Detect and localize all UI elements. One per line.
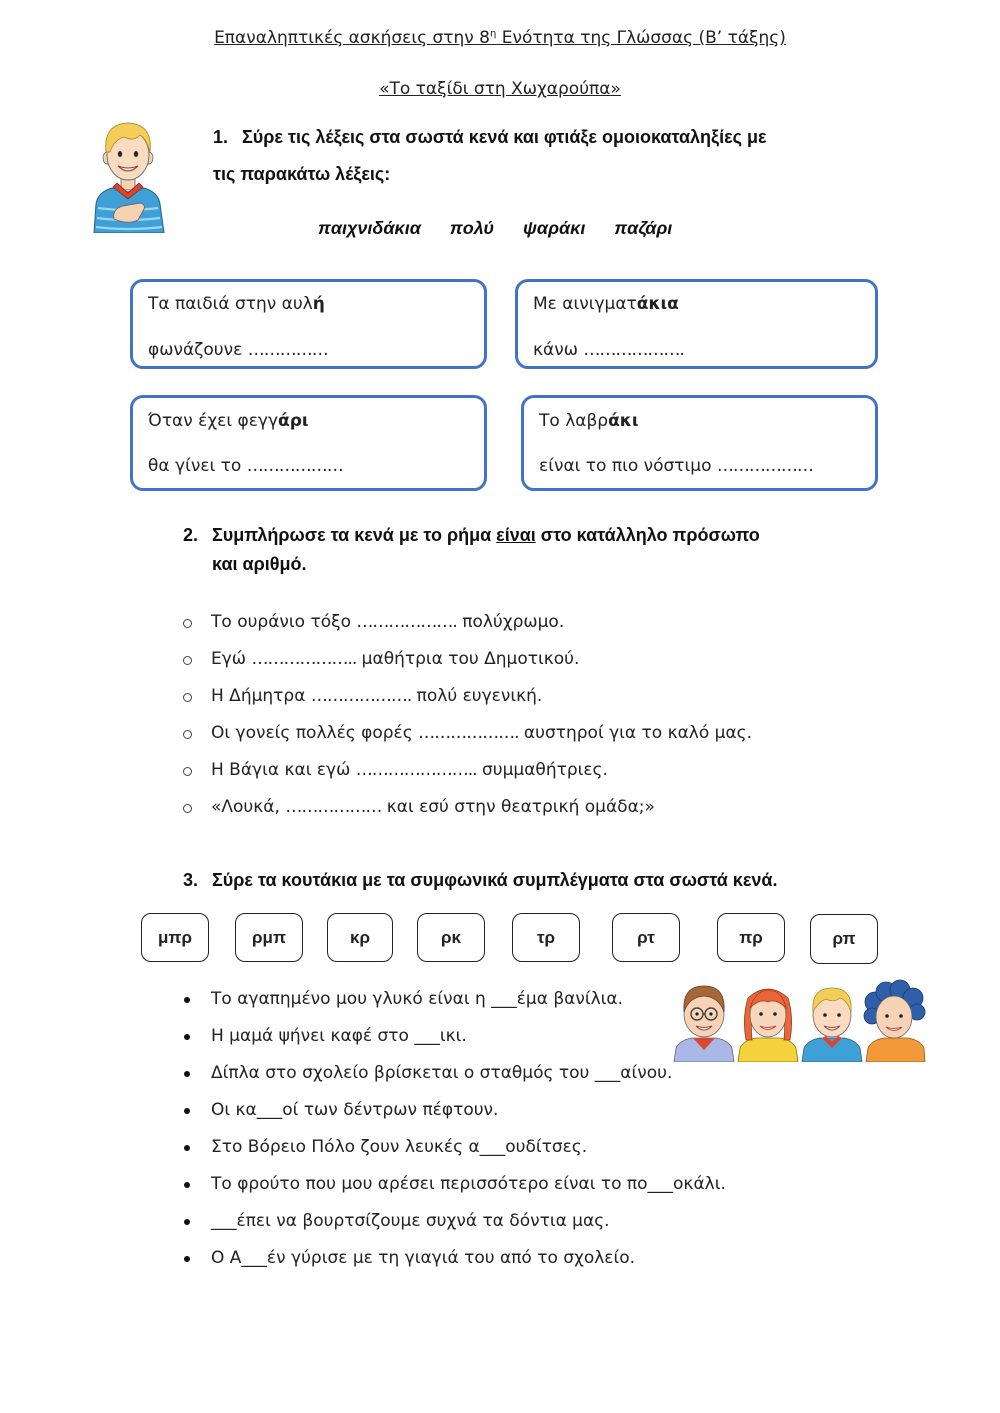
cluster-tile[interactable]: ρτ	[612, 913, 680, 962]
cluster-tile[interactable]: πρ	[717, 913, 785, 962]
bullet-dot-icon	[184, 1034, 190, 1040]
fill-blank[interactable]: ……………….	[418, 723, 519, 743]
page-title	[0, 26, 1000, 50]
rhyme-text: Τα παιδιά στην αυλ	[148, 294, 313, 314]
bullet-dot-icon	[184, 1219, 190, 1225]
page-subtitle: «Το ταξίδι στη Χωχαρούπα»	[379, 79, 621, 99]
rhyme-text: Το λαβρ	[539, 411, 609, 431]
rhyme-ending: άρι	[278, 411, 309, 431]
drop-blank[interactable]: ……………	[247, 340, 328, 360]
drop-blank[interactable]: ___	[491, 989, 517, 1009]
child-boy-blond	[802, 988, 862, 1062]
drop-blank[interactable]: ___	[241, 1248, 267, 1268]
cluster-tile[interactable]: κρ	[327, 913, 393, 962]
boy-illustration	[88, 108, 168, 233]
sentence-text: Το ουράνιο τόξο	[211, 612, 357, 632]
bullet-circle-icon	[183, 767, 192, 776]
rhyme-ending: ή	[312, 294, 325, 314]
bullet-dot-icon	[184, 1108, 190, 1114]
drop-blank[interactable]: ___	[211, 1211, 237, 1231]
rhyme-ending: άκια	[636, 294, 679, 314]
bullet-circle-icon	[183, 693, 192, 702]
fill-blank[interactable]: ……………….	[310, 686, 412, 706]
cluster-tile[interactable]: ρπ	[810, 914, 878, 964]
rhyme-text: είναι το πιο νόστιμο	[539, 456, 717, 476]
rhyme-line	[148, 339, 328, 361]
sentence-text: ουδίτσες.	[505, 1137, 588, 1157]
children-illustration	[672, 978, 926, 1062]
title-text-rest: Ενότητα της Γλώσσας (Β’ τάξης)	[496, 28, 786, 48]
exercise3-number: 3.	[183, 870, 199, 890]
sentence-text: πολύχρωμο.	[456, 612, 565, 632]
sentence-text: έν γύρισε με τη γιαγιά του από το σχολείο.	[266, 1248, 636, 1268]
instruction-text: Συμπλήρωσε τα κενά με το ρήμα	[212, 525, 497, 545]
sentence-text: Το φρούτο που μου αρέσει περισσότερο είναι το πο	[211, 1174, 648, 1194]
fill-blank[interactable]: ……………….	[356, 612, 457, 632]
sentence-text: πολύ ευγενική.	[411, 686, 543, 706]
title-superscript: η	[489, 28, 497, 40]
drop-blank[interactable]: ___	[414, 1026, 440, 1046]
sentence-text: μαθήτρια του Δημοτικού.	[356, 649, 580, 669]
sentence-text: αυστηροί για το καλό μας.	[518, 723, 753, 743]
cluster-tile[interactable]: ρκ	[417, 913, 485, 962]
exercise3-instruction: Σύρε τα κουτάκια με τα συμφωνικά συμπλέγματα στα σωστά κενά.	[212, 870, 778, 890]
exercise2-instruction	[212, 524, 760, 546]
sentence-text: Η Δήμητρα	[211, 686, 311, 706]
rhyme-line	[539, 455, 813, 477]
bullet-dot-icon	[184, 997, 190, 1003]
rhyme-line	[148, 410, 309, 432]
bullet-circle-icon	[183, 619, 192, 628]
instruction-text: στο κατάλληλο πρόσωπο	[535, 525, 760, 545]
sentence-text: Εγώ	[211, 649, 252, 669]
drop-blank[interactable]: ___	[479, 1137, 506, 1157]
bullet-circle-icon	[183, 730, 192, 739]
rhyme-box	[130, 279, 487, 369]
exercise2-instruction-line2: και αριθμό.	[212, 554, 307, 574]
fill-blank[interactable]: …………………..	[355, 760, 477, 780]
sentence-text: Η Βάγια και εγώ	[211, 760, 356, 780]
child-boy-glasses	[674, 986, 734, 1062]
sentence-text: Οι γονείς πολλές φορές	[211, 723, 419, 743]
rhyme-box	[515, 279, 878, 369]
sentence-text: αίνου.	[620, 1063, 673, 1083]
draggable-word[interactable]: ψαράκι	[523, 218, 586, 238]
drop-blank[interactable]: ………………	[246, 456, 343, 476]
fill-blank[interactable]: ………………	[285, 797, 382, 817]
bullet-dot-icon	[184, 1071, 190, 1077]
sentence-text: και εσύ στην θεατρική ομάδα;»	[381, 797, 655, 817]
sentence-text: έπει να βουρτσίζουμε συχνά τα δόντια μας.	[236, 1211, 610, 1231]
sentence-text: Στο Βόρειο Πόλο ζουν λευκές α	[211, 1137, 480, 1157]
exercise1-instruction-line2: τις παρακάτω λέξεις:	[213, 164, 391, 184]
exercise1-number: 1.	[213, 127, 229, 147]
bullet-dot-icon	[184, 1145, 190, 1151]
title-text: Επαναληπτικές ασκήσεις στην 8	[214, 28, 490, 48]
word-bank	[318, 217, 672, 239]
rhyme-text: Όταν έχει φεγγ	[148, 411, 279, 431]
rhyme-box	[521, 395, 878, 491]
fill-blank[interactable]: ………………..	[251, 649, 357, 669]
draggable-word[interactable]: πολύ	[449, 218, 495, 238]
sentence-text: έμα βανίλια.	[516, 989, 624, 1009]
sentence-text: Η μαμά ψήνει καφέ στο	[211, 1026, 415, 1046]
cluster-tile[interactable]: ρμπ	[235, 913, 303, 962]
drop-blank[interactable]: ___	[256, 1100, 283, 1120]
sentence-text: οκάλι.	[673, 1174, 726, 1194]
rhyme-text: φωνάζουνε	[148, 340, 248, 360]
exercise2-number: 2.	[183, 525, 199, 545]
rhyme-ending: άκι	[608, 411, 639, 431]
drop-blank[interactable]: ___	[647, 1174, 674, 1194]
sentence-text: «Λουκά,	[211, 797, 286, 817]
instruction-verb: είναι	[496, 525, 536, 545]
sentence-text: Δίπλα στο σχολείο βρίσκεται ο σταθμός του	[211, 1063, 595, 1083]
sentence-text: Το αγαπημένο μου γλυκό είναι η	[211, 989, 492, 1009]
rhyme-text: θα γίνει το	[148, 456, 247, 476]
child-girl-red-hair	[738, 989, 798, 1062]
bullet-circle-icon	[183, 656, 192, 665]
draggable-word[interactable]: παζάρι	[614, 218, 673, 238]
child-girl-blue-hair	[864, 980, 925, 1062]
bullet-circle-icon	[183, 804, 192, 813]
rhyme-line	[533, 339, 684, 361]
rhyme-line	[148, 455, 343, 477]
exercise1-instruction: Σύρε τις λέξεις στα σωστά κενά και φτιάξε ομοιοκαταληξίες με	[242, 127, 767, 147]
bullet-dot-icon	[184, 1256, 190, 1262]
rhyme-box	[130, 395, 487, 491]
drop-blank[interactable]: ……………….	[583, 340, 684, 360]
rhyme-text: Με αινιγματ	[533, 294, 637, 314]
rhyme-text: κάνω	[533, 340, 584, 360]
cluster-tile[interactable]: τρ	[512, 913, 580, 962]
sentence-text: ικι.	[439, 1026, 467, 1046]
rhyme-line	[533, 293, 679, 315]
cluster-tile[interactable]: μπρ	[141, 913, 209, 962]
sentence-text: Ο Α	[211, 1248, 242, 1268]
sentence-text: συμμαθήτριες.	[476, 760, 608, 780]
sentence-text: οί των δέντρων πέφτουν.	[282, 1100, 499, 1120]
sentence-text: Οι κα	[211, 1100, 257, 1120]
drop-blank[interactable]: ___	[594, 1063, 621, 1083]
drop-blank[interactable]: ………………	[716, 456, 813, 476]
draggable-word[interactable]: παιχνιδάκια	[318, 218, 421, 238]
bullet-dot-icon	[184, 1182, 190, 1188]
rhyme-line	[148, 293, 325, 315]
rhyme-line	[539, 410, 639, 432]
